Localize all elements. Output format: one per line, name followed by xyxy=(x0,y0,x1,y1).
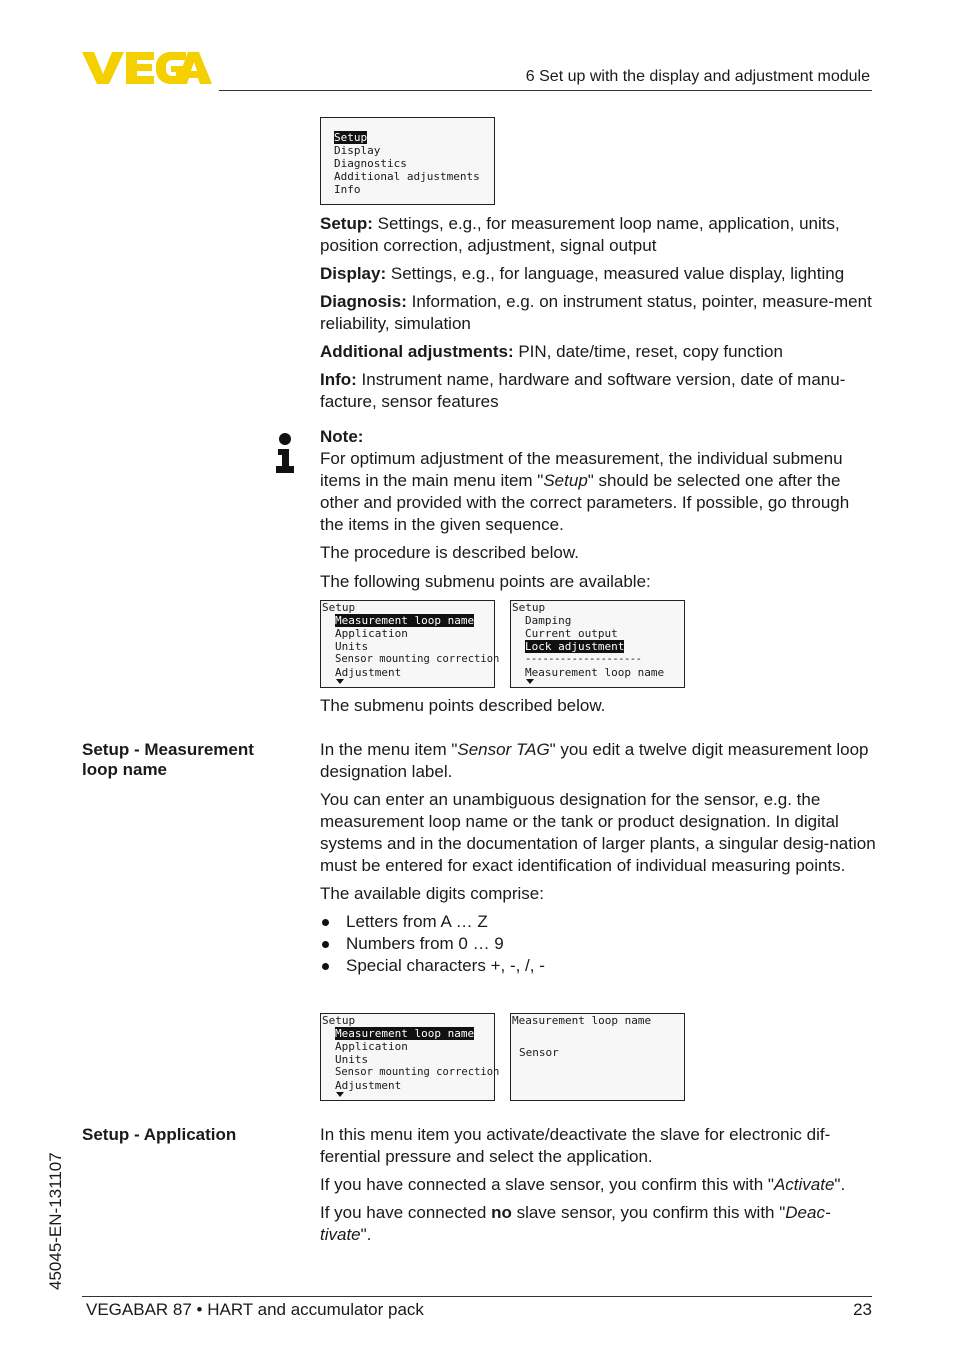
desc-setup: Setup: Settings, e.g., for measurement loop name, application, units, position correction, adjustment, signal output xyxy=(320,214,840,255)
scroll-down-icon xyxy=(526,679,534,684)
lcd-line: Application xyxy=(335,627,408,640)
lcd-line: Lock adjustment xyxy=(525,640,625,653)
lcd-line: Diagnostics xyxy=(334,157,407,170)
application-p3: If you have connected no slave sensor, you confirm this with "Deac-tivate". xyxy=(320,1203,831,1244)
lcd-line: Sensor mounting correction xyxy=(335,653,500,665)
desc-info: Info: Instrument name, hardware and software version, date of manu-facture, sensor features xyxy=(320,370,846,411)
list-item: Special characters +, -, /, - xyxy=(320,955,876,977)
submenu-intro: The following submenu points are available: xyxy=(320,572,651,591)
document-id: 45045-EN-131107 xyxy=(46,1152,65,1290)
lcd-submenu-3 xyxy=(320,1013,500,1101)
scroll-down-icon xyxy=(336,679,344,684)
vega-logo xyxy=(82,50,212,86)
header-section-title: 6 Set up with the display and adjustment module xyxy=(525,68,870,85)
lcd-line: Current output xyxy=(525,627,618,640)
lcd-line: Additional adjustments xyxy=(334,170,480,183)
header-divider xyxy=(219,90,872,91)
lcd-line: Info xyxy=(334,183,361,196)
lcd-line: Sensor mounting correction xyxy=(335,1066,500,1078)
lcd-line: Units xyxy=(335,1053,369,1066)
loop-name-p3: The available digits comprise: xyxy=(320,884,544,903)
section-heading-application: Setup - Application xyxy=(82,1125,237,1144)
note-text: For optimum adjustment of the measurement, the individual submenu items in the main menu item "Setup" should be selected one after the other and provided with the correct parameters. If possible, go through the items in the given sequence. xyxy=(320,449,850,534)
lcd-line: Setup xyxy=(334,131,368,144)
footer-divider xyxy=(82,1296,872,1297)
footer-product: VEGABAR 87 • HART and accumulator pack xyxy=(86,1300,424,1319)
section-loop-name-body xyxy=(320,739,876,983)
lcd-line: Measurement loop name xyxy=(525,666,665,679)
lcd-line: Setup xyxy=(322,1014,356,1027)
lcd-line: Damping xyxy=(525,614,572,627)
list-item: Letters from A … Z xyxy=(320,911,876,933)
lcd-line: Adjustment xyxy=(335,666,402,679)
submenu-after: The submenu points described below. xyxy=(320,696,606,715)
lcd-line: Setup xyxy=(512,601,546,614)
menu-descriptions xyxy=(320,213,876,419)
note-block xyxy=(320,426,876,599)
scroll-down-icon xyxy=(336,1092,344,1097)
application-p2: If you have connected a slave sensor, you confirm this with "Activate". xyxy=(320,1175,846,1194)
lcd-tag-editor xyxy=(510,1013,685,1101)
lcd-main-menu xyxy=(320,117,495,205)
note-title: Note: xyxy=(320,427,364,446)
info-icon xyxy=(274,432,296,474)
digits-list xyxy=(320,911,876,977)
lcd-line: Setup xyxy=(322,601,356,614)
lcd-line: Display xyxy=(334,144,381,157)
lcd-line: Units xyxy=(335,640,369,653)
procedure-text: The procedure is described below. xyxy=(320,543,579,562)
section-application-body xyxy=(320,1124,876,1252)
lcd-line: Measurement loop name xyxy=(335,1027,475,1040)
lcd-line: Measurement loop name xyxy=(512,1014,652,1027)
desc-additional: Additional adjustments: PIN, date/time, reset, copy function xyxy=(320,342,783,361)
lcd-submenu-1 xyxy=(320,600,500,688)
loop-name-p2: You can enter an unambiguous designation for the sensor, e.g. the measurement loop name or the tank or product designation. In digital systems and in the documentation of larger plants, a singular desig-nation must be entered for exact identification of individual measuring points. xyxy=(320,790,876,875)
list-item: Numbers from 0 … 9 xyxy=(320,933,876,955)
lcd-line: -------------------- xyxy=(525,653,642,665)
lcd-line: Application xyxy=(335,1040,408,1053)
section-heading-loop-name: Setup - Measurement loop name xyxy=(82,740,254,779)
application-p1: In this menu item you activate/deactivate the slave for electronic dif-ferential pressure and select the application. xyxy=(320,1125,831,1166)
lcd-line: Adjustment xyxy=(335,1079,402,1092)
page-number: 23 xyxy=(853,1300,872,1319)
lcd-line: Measurement loop name xyxy=(335,614,475,627)
desc-display: Display: Settings, e.g., for language, measured value display, lighting xyxy=(320,264,845,283)
lcd-line: Sensor xyxy=(519,1046,559,1059)
lcd-submenu-2 xyxy=(510,600,685,688)
desc-diagnosis: Diagnosis: Information, e.g. on instrument status, pointer, measure-ment reliability, simulation xyxy=(320,292,872,333)
loop-name-p1: In the menu item "Sensor TAG" you edit a twelve digit measurement loop designation label. xyxy=(320,740,869,781)
